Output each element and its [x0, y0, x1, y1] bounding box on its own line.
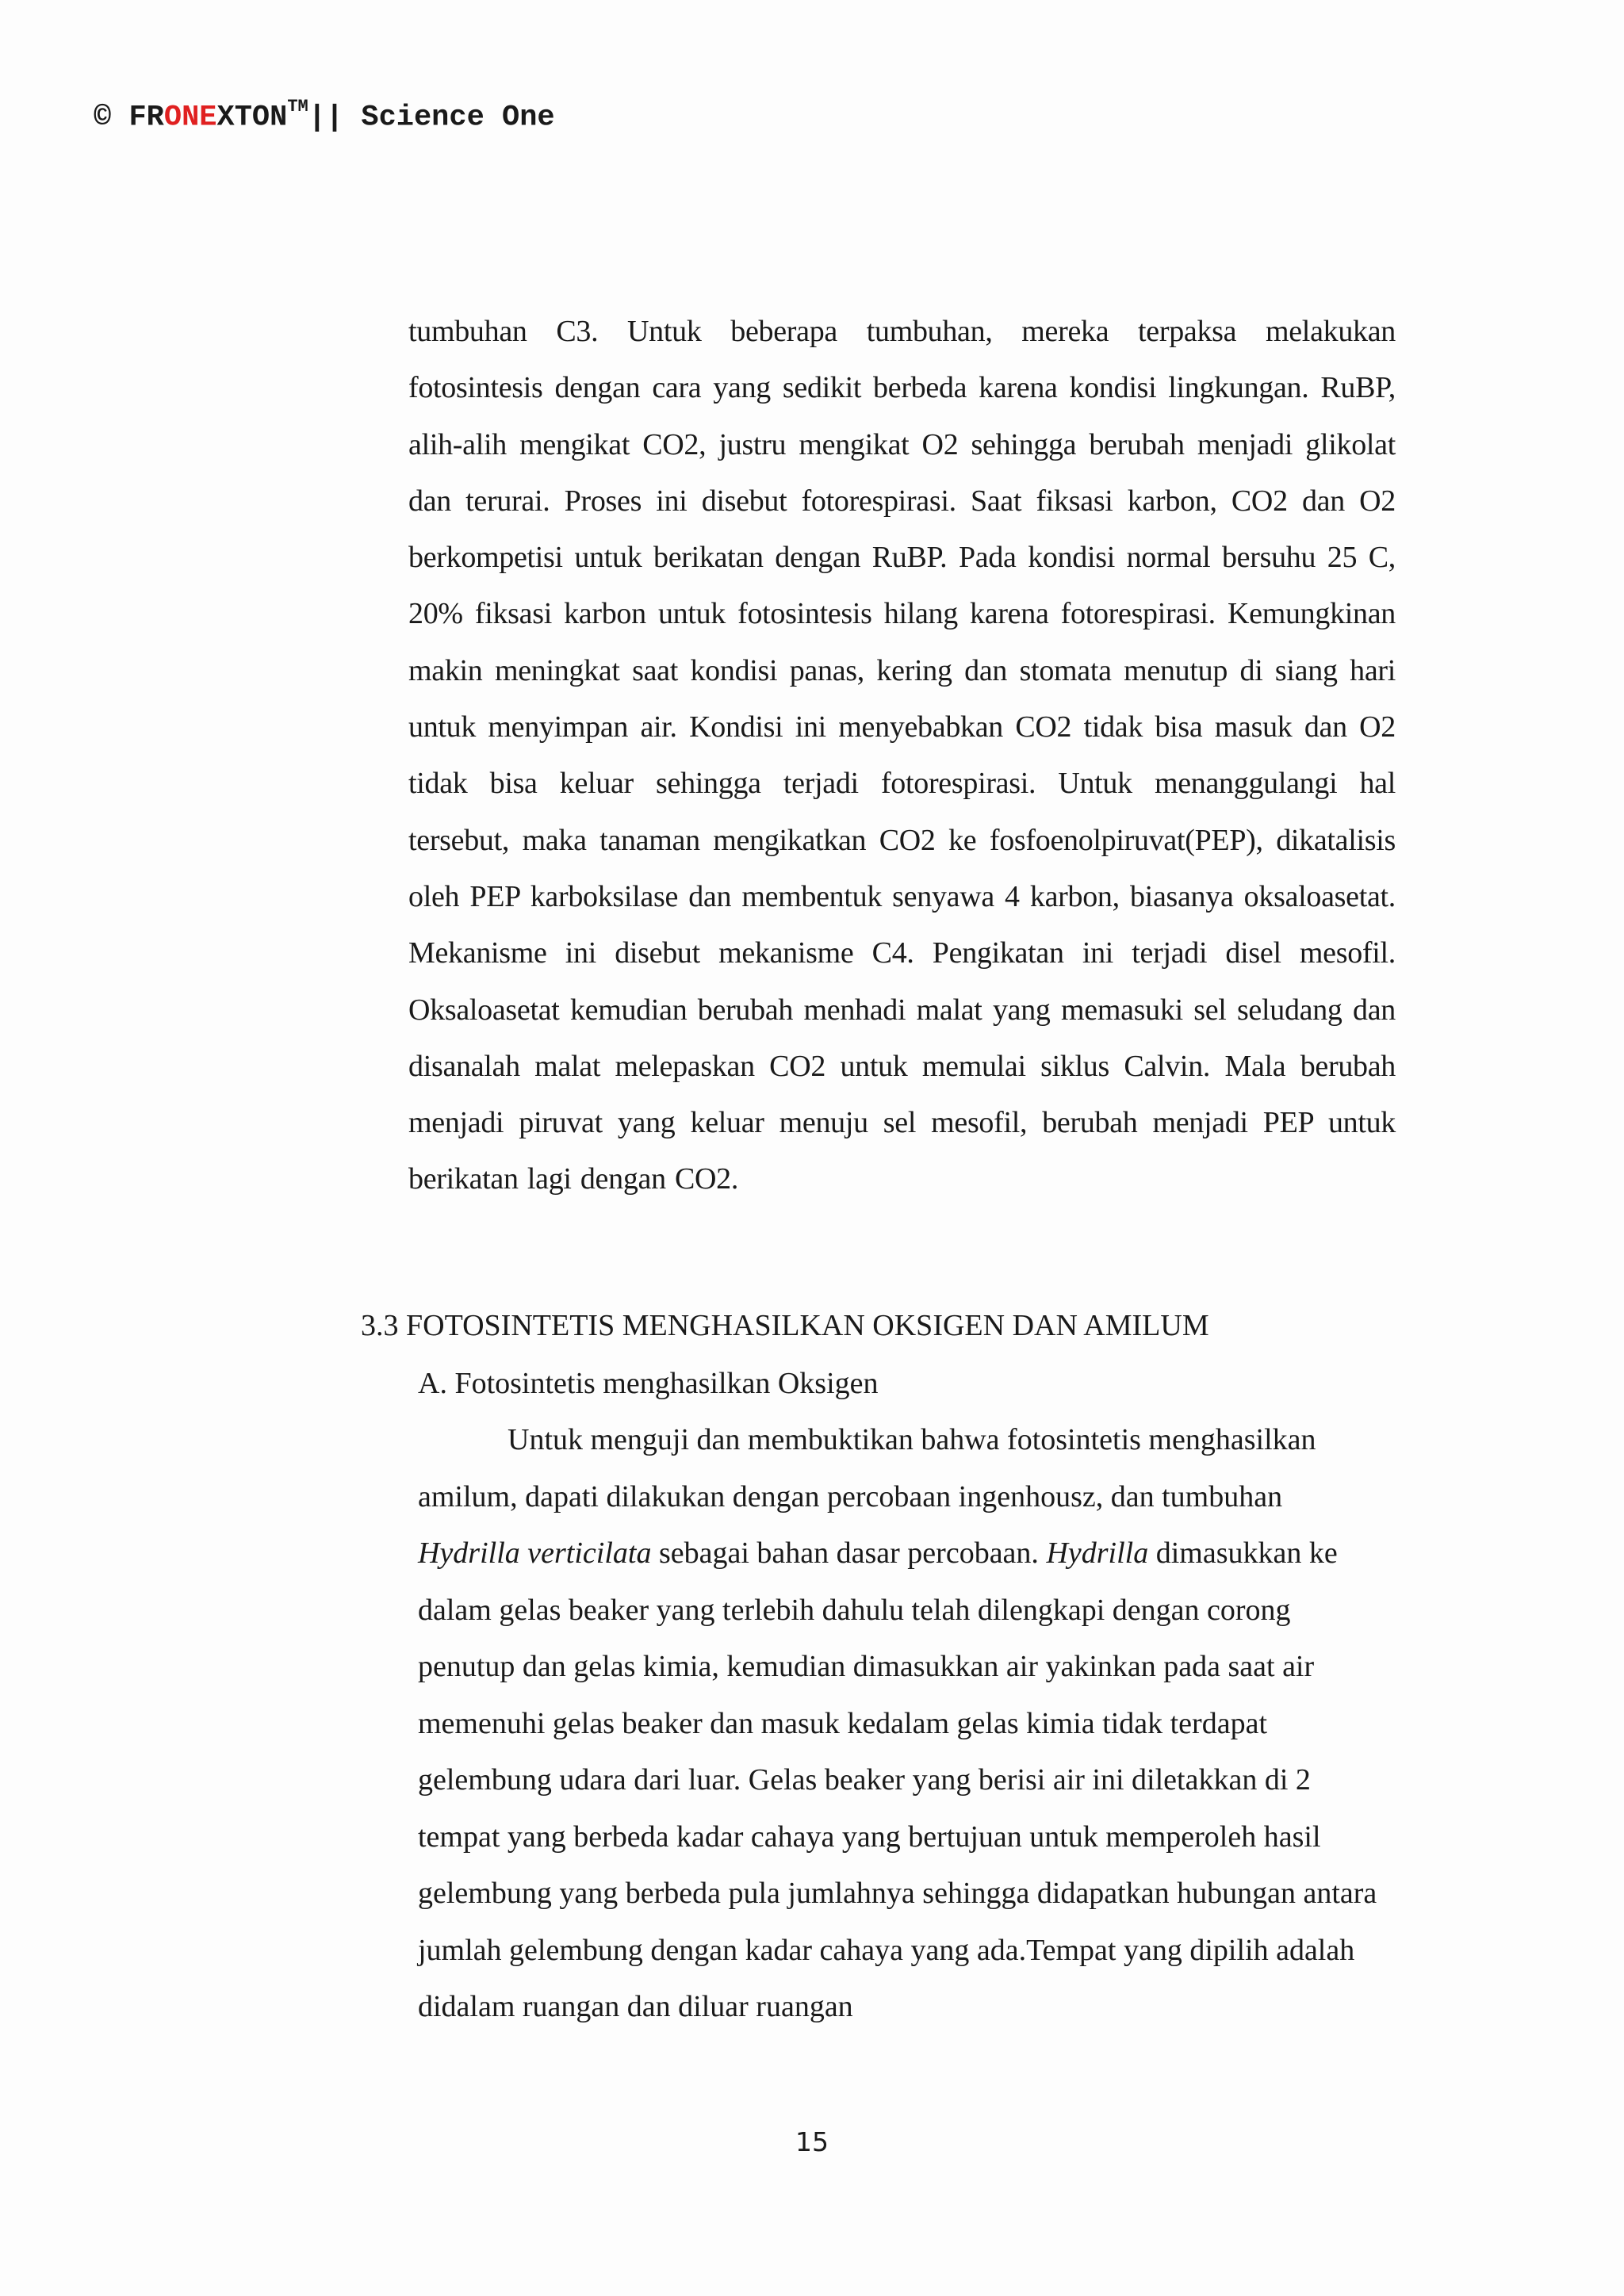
header-separator: || [308, 101, 344, 135]
subsection-heading: A. Fotosintetis menghasilkan Oksigen [418, 1367, 879, 1400]
page-header [94, 97, 555, 135]
species-name-italic: Hydrilla verticilata [418, 1536, 652, 1570]
brand-name: FRONEXTON [128, 101, 288, 135]
page-number: 15 [795, 2126, 829, 2157]
body-text-block [408, 304, 1396, 1208]
paragraph-photorespiration: tumbuhan C3. Untuk beberapa tumbuhan, mereka terpaksa melakukan fotosintesis dengan cara yang sedikit berbeda karena kondisi lingkungan. RuBP, alih-alih mengikat CO2, justru mengikat O2 sehingga berubah menjadi glikolat dan terurai. Proses ini disebut fotorespirasi. Saat fiksasi karbon, CO2 dan O2 berkompetisi untuk berikatan dengan RuBP. Pada kondisi normal bersuhu 25 C, 20% fiksasi karbon untuk fotosintesis hilang karena fotorespirasi. Kemungkinan makin meningkat saat kondisi panas, kering dan stomata menutup di siang hari untuk menyimpan air. Kondisi ini menyebabkan CO2 tidak bisa masuk dan O2 tidak bisa keluar sehingga terjadi fotorespirasi. Untuk menanggulangi hal tersebut, maka tanaman mengikatkan CO2 ke fosfoenolpiruvat(PEP), dikatalisis oleh PEP karboksilase dan membentuk senyawa 4 karbon, biasanya oksaloasetat. Mekanisme ini disebut mekanisme C4. Pengikatan ini terjadi disel mesofil. Oksaloasetat kemudian berubah menhadi malat yang memasuki sel seludang dan disanalah malat melepaskan CO2 untuk memulai siklus Calvin. Mala berubah menjadi piruvat yang keluar menuju sel mesofil, berubah menjadi PEP untuk berikatan lagi dengan CO2. [408, 315, 1396, 1196]
paragraph-oxygen-experiment: Untuk menguji dan membuktikan bahwa fotosintetis menghasilkan amilum, dapati dilakukan dengan percobaan ingenhousz, dan tumbuhan Hydrilla verticilata sebagai bahan dasar percobaan. Hydrilla dimasukkan ke dalam gelas beaker yang terlebih dahulu telah dilengkapi dengan corong penutup dan gelas kimia, kemudian dimasukkan air yakinkan pada saat air memenuhi gelas beaker dan masuk kedalam gelas kimia tidak terdapat gelembung udara dari luar. Gelas beaker yang berisi air ini diletakkan di 2 tempat yang berbeda kadar cahaya yang bertujuan untuk memperoleh hasil gelembung yang berbeda pula jumlahnya sehingga didapatkan hubungan antara jumlah gelembung dengan kadar cahaya yang ada.Tempat yang dipilih adalah didalam ruangan dan diluar ruangan [418, 1423, 1377, 2023]
header-subtitle: Science One [361, 101, 555, 135]
section-heading: 3.3 FOTOSINTETIS MENGHASILKAN OKSIGEN DAN AMILUM [361, 1309, 1209, 1342]
genus-name-italic: Hydrilla [1046, 1536, 1149, 1570]
brand-accent: ONE [163, 101, 217, 135]
copyright-symbol: © [94, 101, 112, 135]
trademark-mark: TM [287, 97, 308, 117]
